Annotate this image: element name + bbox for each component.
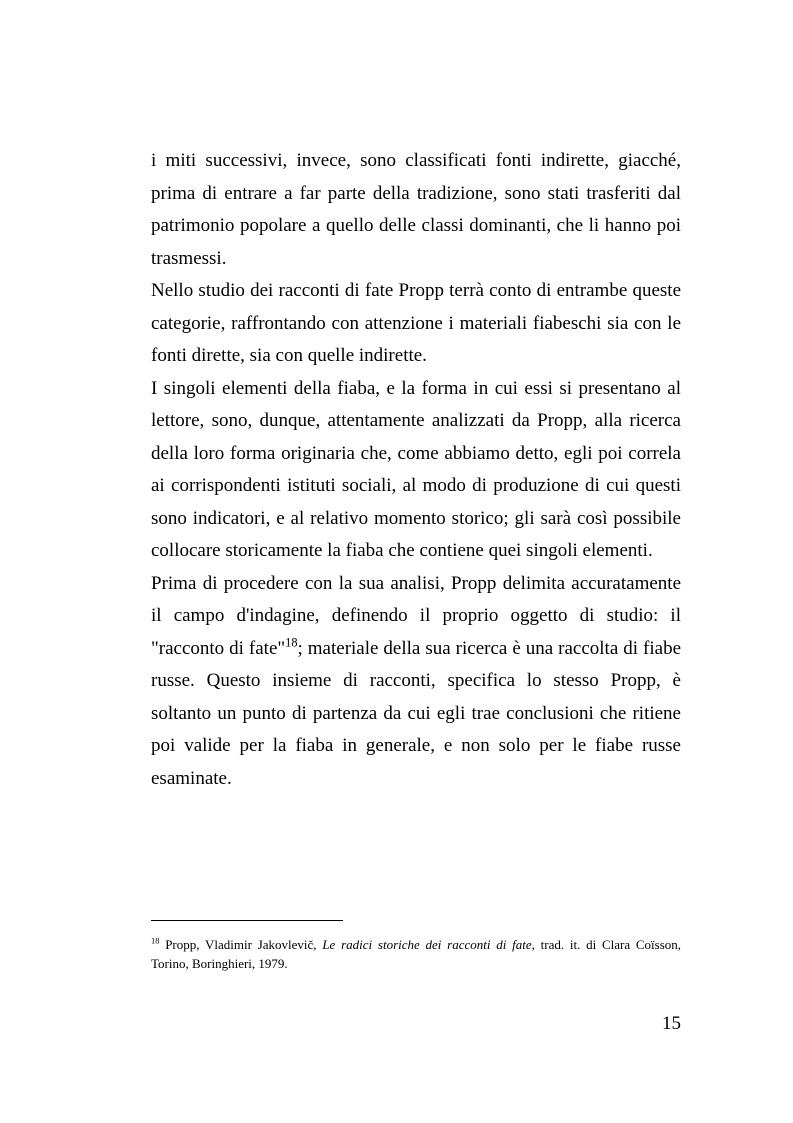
footnote-reference[interactable]: 18 [285, 635, 298, 650]
footnote-separator [151, 920, 343, 921]
paragraph-3: I singoli elementi della fiaba, e la forma in cui essi si presentano al lettore, sono, dunque, attentamente analizzati da Propp, alla ricerca della loro forma originaria che, come abbiamo detto, egli poi correla ai corrispondenti istituti sociali, al modo di produzione di cui questi sono indicatori, e al relativo momento storico; gli sarà così possibile collocare storicamente la fiaba che contiene quei singoli elementi. [151, 377, 681, 561]
paragraph-4-text-before: Prima di procedere con la sua analisi, Propp delimita accuratamente il campo d'indagine, definendo il proprio oggetto di studio: il "racconto di fate" [151, 572, 681, 659]
footnote [151, 935, 681, 973]
paragraph-1: i miti successivi, invece, sono classificati fonti indirette, giacché, prima di entrare a far parte della tradizione, sono stati trasferiti dal patrimonio popolare a quello delle classi dominanti, che li hanno poi trasmessi. [151, 150, 681, 269]
paragraph-2: Nello studio dei racconti di fate Propp terrà conto di entrambe queste categorie, raffrontando con attenzione i materiali fiabeschi sia con le fonti dirette, sia con quelle indirette. [151, 280, 681, 366]
body-text [151, 145, 681, 795]
footnote-number: 18 [151, 935, 160, 946]
paragraph-4 [151, 568, 681, 796]
page-number: 15 [662, 1013, 681, 1034]
footnote-author: Propp, Vladimir Jakovlevič, [159, 937, 323, 952]
footnote-publication: , trad. it. di Clara Coïsson, Torino, Boringhieri, 1979. [151, 937, 682, 971]
footnote-title: Le radici storiche dei racconti di fate [322, 937, 532, 952]
paragraph-4-text-after: ; materiale della sua ricerca è una raccolta di fiabe russe. Questo insieme di racconti, specifica lo stesso Propp, è soltanto un punto di partenza da cui egli trae conclusioni che ritiene poi valide per la fiaba in generale, e non solo per le fiabe russe esaminate. [151, 637, 682, 789]
